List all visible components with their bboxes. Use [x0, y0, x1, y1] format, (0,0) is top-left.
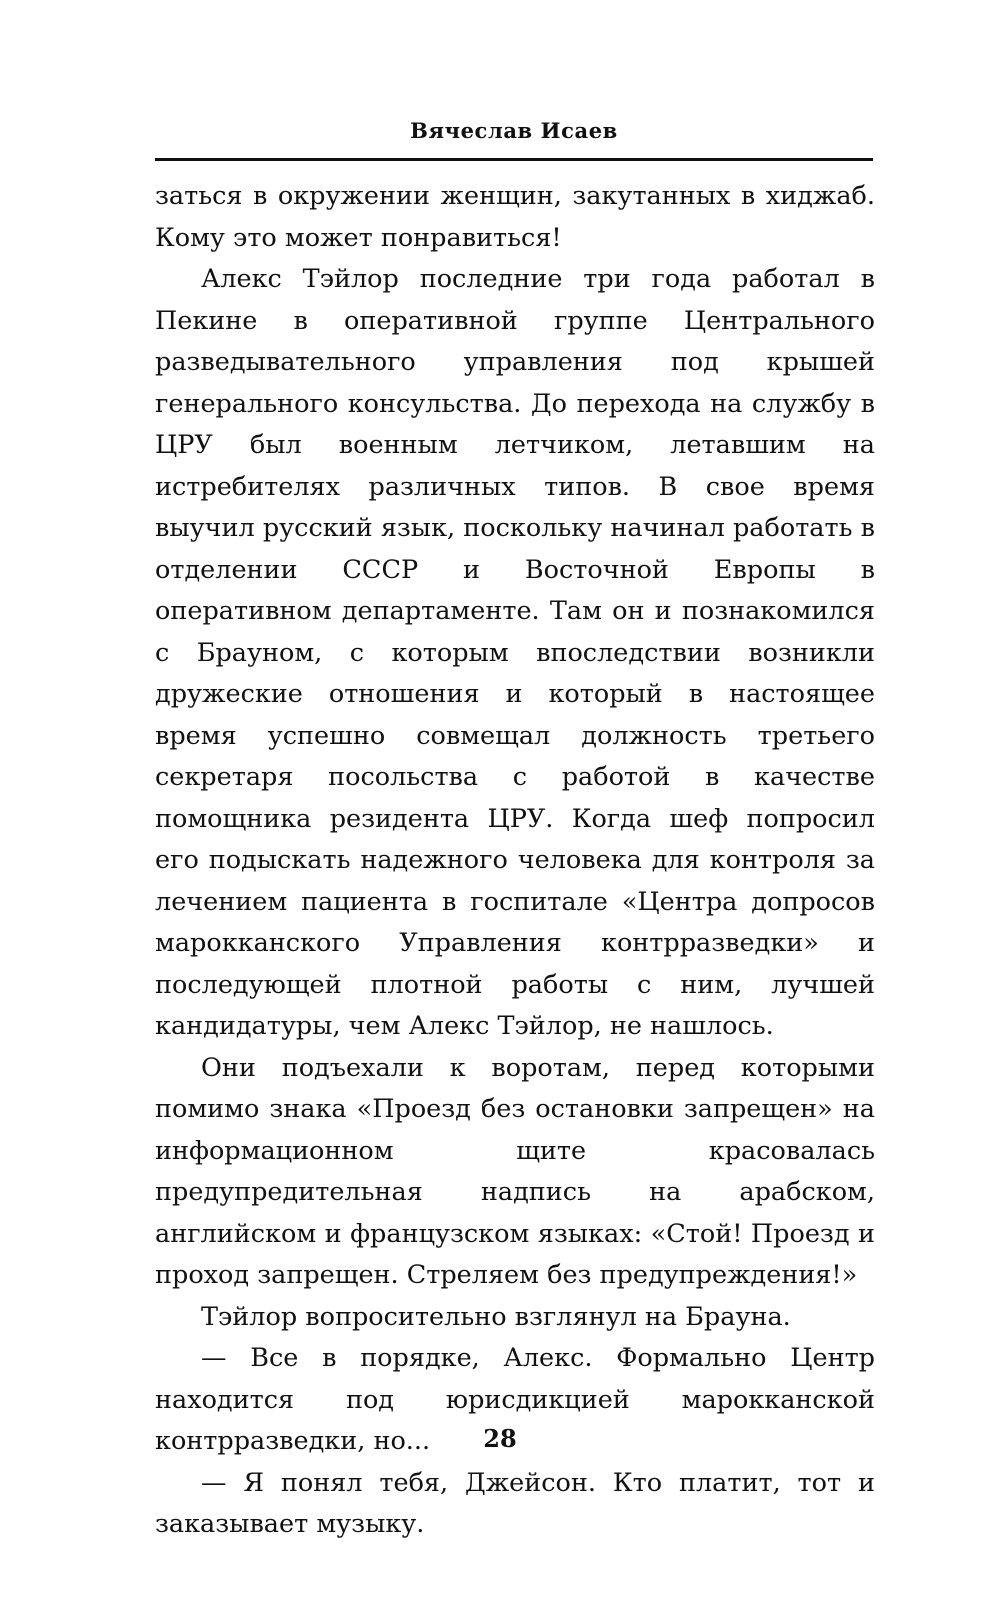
header-divider: [155, 158, 873, 161]
paragraph: Тэйлор вопросительно взглянул на Брауна.: [201, 1301, 791, 1332]
running-title: Вячеслав Исаев: [410, 118, 618, 143]
paragraph: Алекс Тэйлор последние три года работал в Пекине в оперативной группе Центрального разведывательного управления под крышей генерального консульства. До перехода на службу в ЦРУ был военным летчиком, летавшим на истребителях различных типов. В свое время выучил русский язык, поскольку начинал работать в отделении СССР и Восточной Европы в оперативном департаменте. Там он и познакомился с Брауном, с которым впоследствии возникли дружеские отношения и который в настоящее время успешно совмещал должность третьего секретаря посольства с работой в качестве помощника резидента ЦРУ. Когда шеф попросил его подыскать надежного человека для контроля за лечением пациента в госпитале «Центра допросов марокканского Управления контрразведки» и последующей плотной работы с ним, лучшей кандидатуры, чем Алекс Тэйлор, не нашлось.: [155, 264, 875, 1041]
paragraph: — Все в порядке, Алекс. Формально Центр находится под юрисдикцией марокканской контрразведки, но...: [155, 1343, 875, 1456]
page-body: [155, 176, 875, 1546]
page-number: 28: [483, 1424, 517, 1453]
paragraph: Они подъехали к воротам, перед которыми помимо знака «Проезд без остановки запрещен» на информационном щите красовалась предупредительная надпись на арабском, английском и французском языках: «Стой! Проезд и проход запрещен. Стреляем без предупреждения!»: [155, 1052, 875, 1290]
paragraph: заться в окружении женщин, закутанных в хиджаб. Кому это может понравиться!: [155, 181, 875, 253]
page-header: [155, 118, 873, 143]
paragraph: — Я понял тебя, Джейсон. Кто платит, тот и заказывает музыку.: [155, 1467, 875, 1539]
